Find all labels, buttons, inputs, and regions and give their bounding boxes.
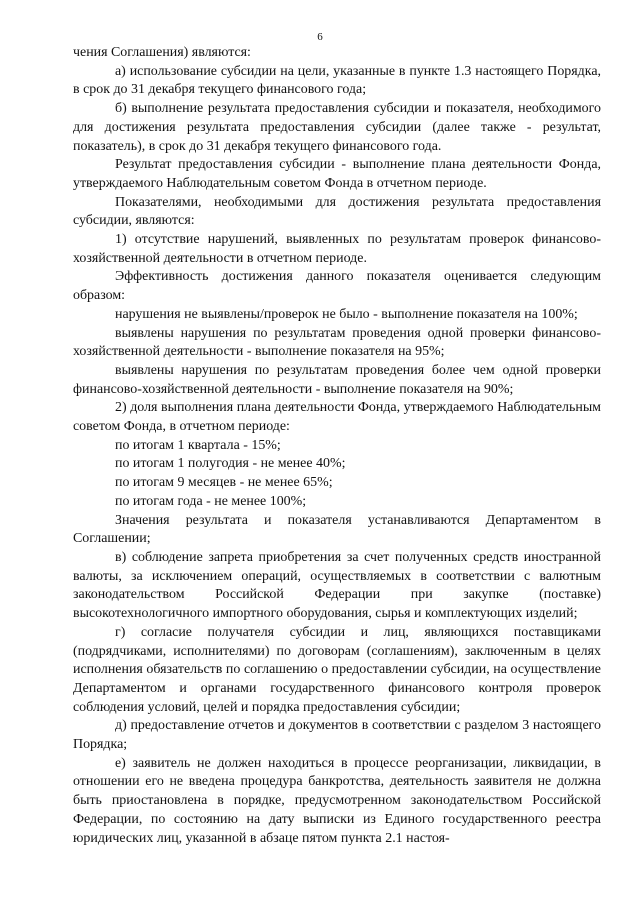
paragraph-4: Результат предоставления субсидии - выполнение плана деятельности Фонда, утверждаемого Наблюдательным советом Фонда в отчетном периоде. — [73, 157, 601, 191]
document-body — [73, 44, 601, 848]
paragraph-2: а) использование субсидии на цели, указанные в пункте 1.3 настоящего Порядка, в срок до 31 декабря текущего финансового года; — [73, 63, 601, 98]
paragraph-14: по итогам 9 месяцев - не менее 65%; — [115, 475, 333, 491]
paragraph-11: 2) доля выполнения плана деятельности Фонда, утверждаемого Наблюдательным советом Фонда, в отчетном периоде: — [73, 400, 601, 435]
paragraph-9: выявлены нарушения по результатам проведения одной проверки финансово-хозяйственной деятельности - выполнение показателя на 95%; — [73, 325, 601, 360]
paragraph-10: выявлены нарушения по результатам проведения более чем одной проверки финансово-хозяйственной деятельности - выполнение показателя на 90%; — [73, 362, 601, 397]
paragraph-13: по итогам 1 полугодия - не менее 40%; — [115, 456, 346, 472]
page-number: 6 — [317, 31, 323, 43]
paragraph-5: Показателями, необходимыми для достижения результата предоставления субсидии, являются: — [73, 194, 601, 229]
paragraph-7: Эффективность достижения данного показателя оценивается следующим образом: — [73, 269, 601, 304]
paragraph-16: Значения результата и показателя устанавливаются Департаментом в Соглашении; — [73, 512, 601, 547]
paragraph-12: по итогам 1 квартала - 15%; — [115, 437, 281, 453]
paragraph-15: по итогам года - не менее 100%; — [115, 493, 307, 509]
paragraph-6: 1) отсутствие нарушений, выявленных по результатам проверок финансово-хозяйственной деятельности в отчетном периоде. — [73, 232, 601, 266]
paragraph-1: чения Соглашения) являются: — [73, 45, 251, 60]
paragraph-20: е) заявитель не должен находиться в процессе реорганизации, ликвидации, в отношении его не введена процедура банкротства, деятельность заявителя не должна быть приостановлена в порядке, предусмотренном законодательством Российской Федерации, по состоянию на дату выписки из Единого государственного реестра юридических лиц, указанной в абзаце пятом пункта 2.1 настоя- — [73, 755, 601, 846]
paragraph-8: нарушения не выявлены/проверок не было - выполнение показателя на 100%; — [115, 306, 578, 322]
paragraph-18: г) согласие получателя субсидии и лиц, являющихся поставщиками (подрядчиками, исполнителями) по договорам (соглашениям), заключенным в целях исполнения обязательств по соглашению о предоставлении субсидии, на осуществление Департаментом и органами государственного финансового контроля проверок соблюдения условий, целей и порядка предоставления субсидии; — [73, 624, 601, 715]
paragraph-19: д) предоставление отчетов и документов в соответствии с разделом 3 настоящего Порядка; — [73, 718, 601, 753]
paragraph-3: б) выполнение результата предоставления субсидии и показателя, необходимого для достижения результата предоставления субсидии (далее также - результат, показатель), в срок до 31 декабря текущего финансового года. — [73, 101, 601, 154]
paragraph-17: в) соблюдение запрета приобретения за счет полученных средств иностранной валюты, за исключением операций, осуществляемых в соответствии с валютным законодательством Российской Федерации при закупке (поставке) высокотехнологичного импортного оборудования, сырья и комплектующих изделий; — [73, 549, 601, 622]
